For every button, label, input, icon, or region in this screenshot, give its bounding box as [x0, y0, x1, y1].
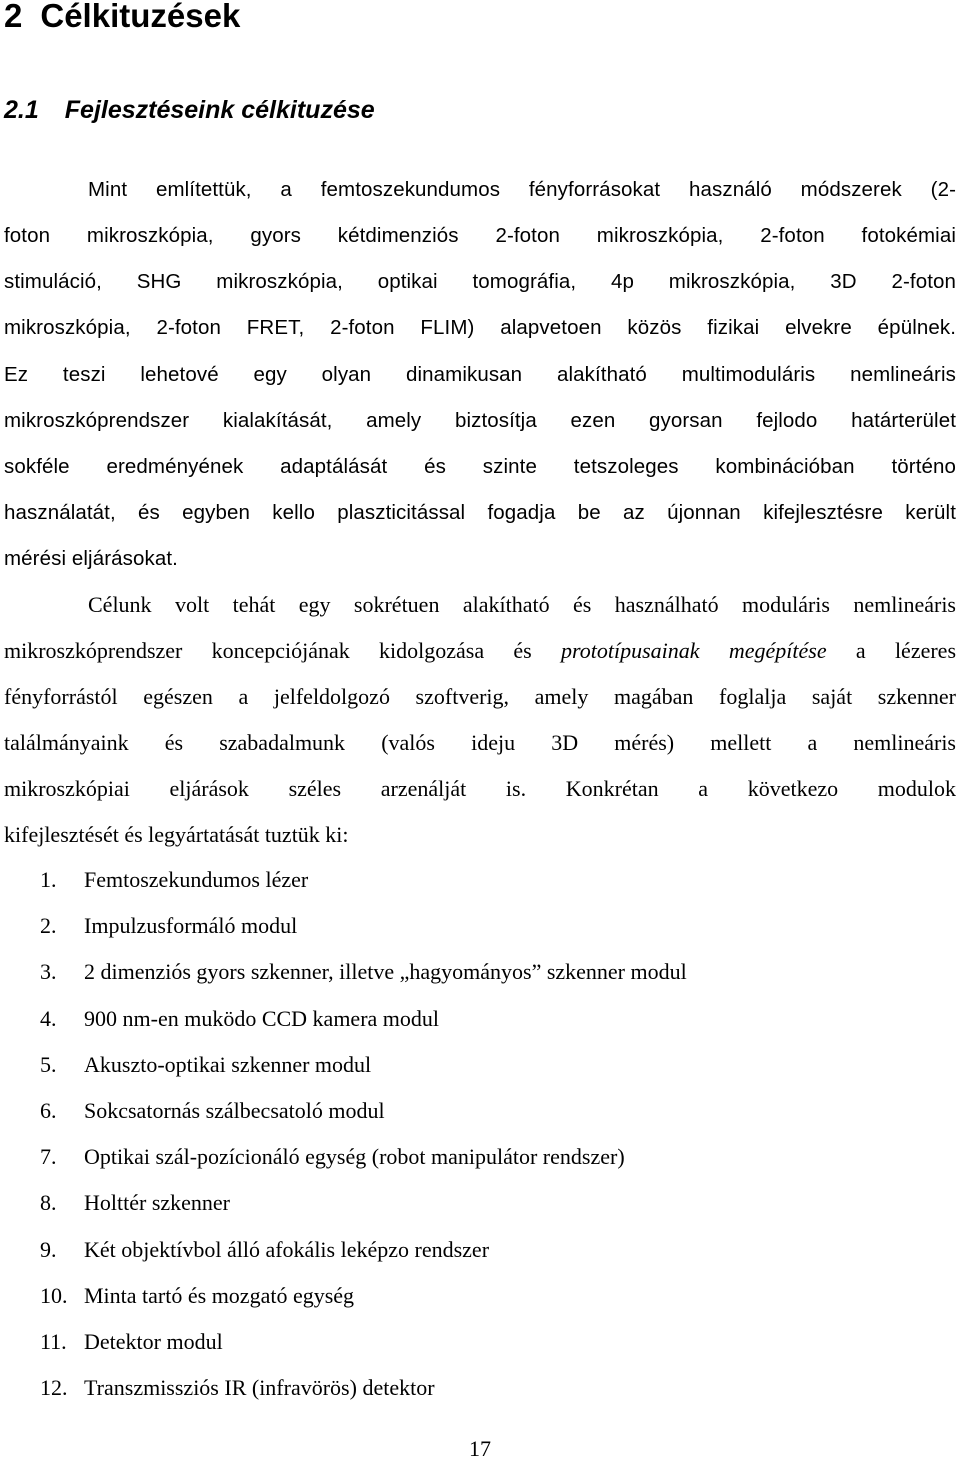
paragraph-intro [4, 167, 956, 351]
list-item [40, 1319, 687, 1365]
paragraph-line: fényforrástól egészen a jelfeldolgozó szoftverig, amely magában foglalja saját szkenner [4, 684, 956, 709]
paragraph-line: kifejlesztését és legyártatását tuztük ki: [4, 822, 349, 847]
list-item [40, 1042, 687, 1088]
paragraph-line: mikroszkópia, 2-foton FRET, 2-foton FLIM) alapvetoen közös fizikai elvekre épülnek. [4, 316, 956, 339]
list-item-text: Detektor modul [84, 1328, 223, 1354]
paragraph-platform [4, 352, 956, 582]
list-item-number: 4. [40, 1005, 57, 1031]
text-run: mikroszkóprendszer koncepciójának kidolgozása és [4, 638, 562, 663]
list-item [40, 1227, 687, 1273]
list-item-text: Impulzusformáló modul [84, 913, 298, 939]
paragraph-line: sokféle eredményének adaptálását és szinte tetszoleges kombinációban történo [4, 455, 956, 478]
list-item-text: Akuszto-optikai szkenner modul [84, 1051, 372, 1077]
paragraph-line: használatát, és egyben kello plaszticitással fogadja be az újonnan kifejlesztésre került [4, 501, 956, 524]
module-list [40, 857, 687, 1411]
list-item-number: 7. [40, 1144, 57, 1170]
paragraph-line: foton mikroszkópia, gyors kétdimenziós 2-foton mikroszkópia, 2-foton fotokémiai [4, 224, 956, 247]
emphasis-text: prototípusainak megépítése [561, 638, 827, 663]
paragraph-line: Célunk volt tehát egy sokrétuen alakítható és használható moduláris nemlineáris [88, 592, 956, 617]
list-item-number: 6. [40, 1097, 57, 1123]
list-item [40, 1088, 687, 1134]
list-item [40, 1134, 687, 1180]
list-item-text: Holttér szkenner [84, 1190, 230, 1216]
section-number: 2.1 [4, 96, 39, 124]
list-item-number: 2. [40, 913, 57, 939]
paragraph-line: mérési eljárásokat. [4, 547, 178, 570]
list-item-number: 11. [40, 1328, 67, 1354]
list-item-text: 900 nm-en muködo CCD kamera modul [84, 1005, 440, 1031]
list-item-number: 3. [40, 959, 57, 985]
paragraph-line: Mint említettük, a femtoszekundumos fényforrásokat használó módszerek (2- [88, 178, 956, 201]
list-item-text: 2 dimenziós gyors szkenner, illetve „hagyományos” szkenner modul [84, 959, 687, 985]
list-item-text: Femtoszekundumos lézer [84, 867, 309, 892]
list-item [40, 1180, 687, 1226]
list-item-text: Minta tartó és mozgató egység [84, 1282, 355, 1308]
list-item-number: 8. [40, 1190, 57, 1216]
list-item-number: 12. [40, 1375, 68, 1401]
list-item [40, 996, 687, 1042]
list-item [40, 1273, 687, 1319]
list-item [40, 857, 687, 903]
list-item-number: 10. [40, 1282, 68, 1308]
text-run: a lézeres [826, 638, 956, 663]
paragraph-line: mikroszkóprendszer kialakítását, amely biztosítja ezen gyorsan fejlodo határterület [4, 409, 956, 432]
chapter-number: 2 [4, 0, 23, 34]
paragraph-line: Ez teszi lehetové egy olyan dinamikusan alakítható multimoduláris nemlineáris [4, 363, 956, 386]
list-item-text: Transzmissziós IR (infravörös) detektor [84, 1375, 435, 1401]
list-item-number: 5. [40, 1051, 57, 1077]
list-item-number: 9. [40, 1236, 57, 1262]
list-item [40, 1365, 687, 1411]
list-item-number: 1. [40, 867, 57, 892]
chapter-title: Célkituzések [40, 0, 241, 34]
list-item [40, 949, 687, 995]
paragraph-line: stimuláció, SHG mikroszkópia, optikai tomográfia, 4p mikroszkópia, 3D 2-foton [4, 270, 956, 293]
section-heading [4, 92, 375, 128]
paragraph-line: mikroszkópiai eljárások széles arzenálját is. Konkrétan a következo modulok [4, 776, 956, 801]
paragraph-goals [4, 582, 956, 858]
page-number: 17 [469, 1436, 491, 1461]
list-item-text: Két objektívbol álló afokális leképzo rendszer [84, 1236, 490, 1262]
list-item-text: Optikai szál-pozícionáló egység (robot manipulátor rendszer) [84, 1144, 625, 1170]
section-title: Fejlesztéseink célkituzése [64, 96, 375, 124]
list-item-text: Sokcsatornás szálbecsatoló modul [84, 1097, 385, 1123]
list-item [40, 903, 687, 949]
paragraph-line: találmányaink és szabadalmunk (valós ideju 3D mérés) mellett a nemlineáris [4, 730, 956, 755]
chapter-heading [4, 0, 240, 36]
paragraph-line [4, 628, 956, 674]
